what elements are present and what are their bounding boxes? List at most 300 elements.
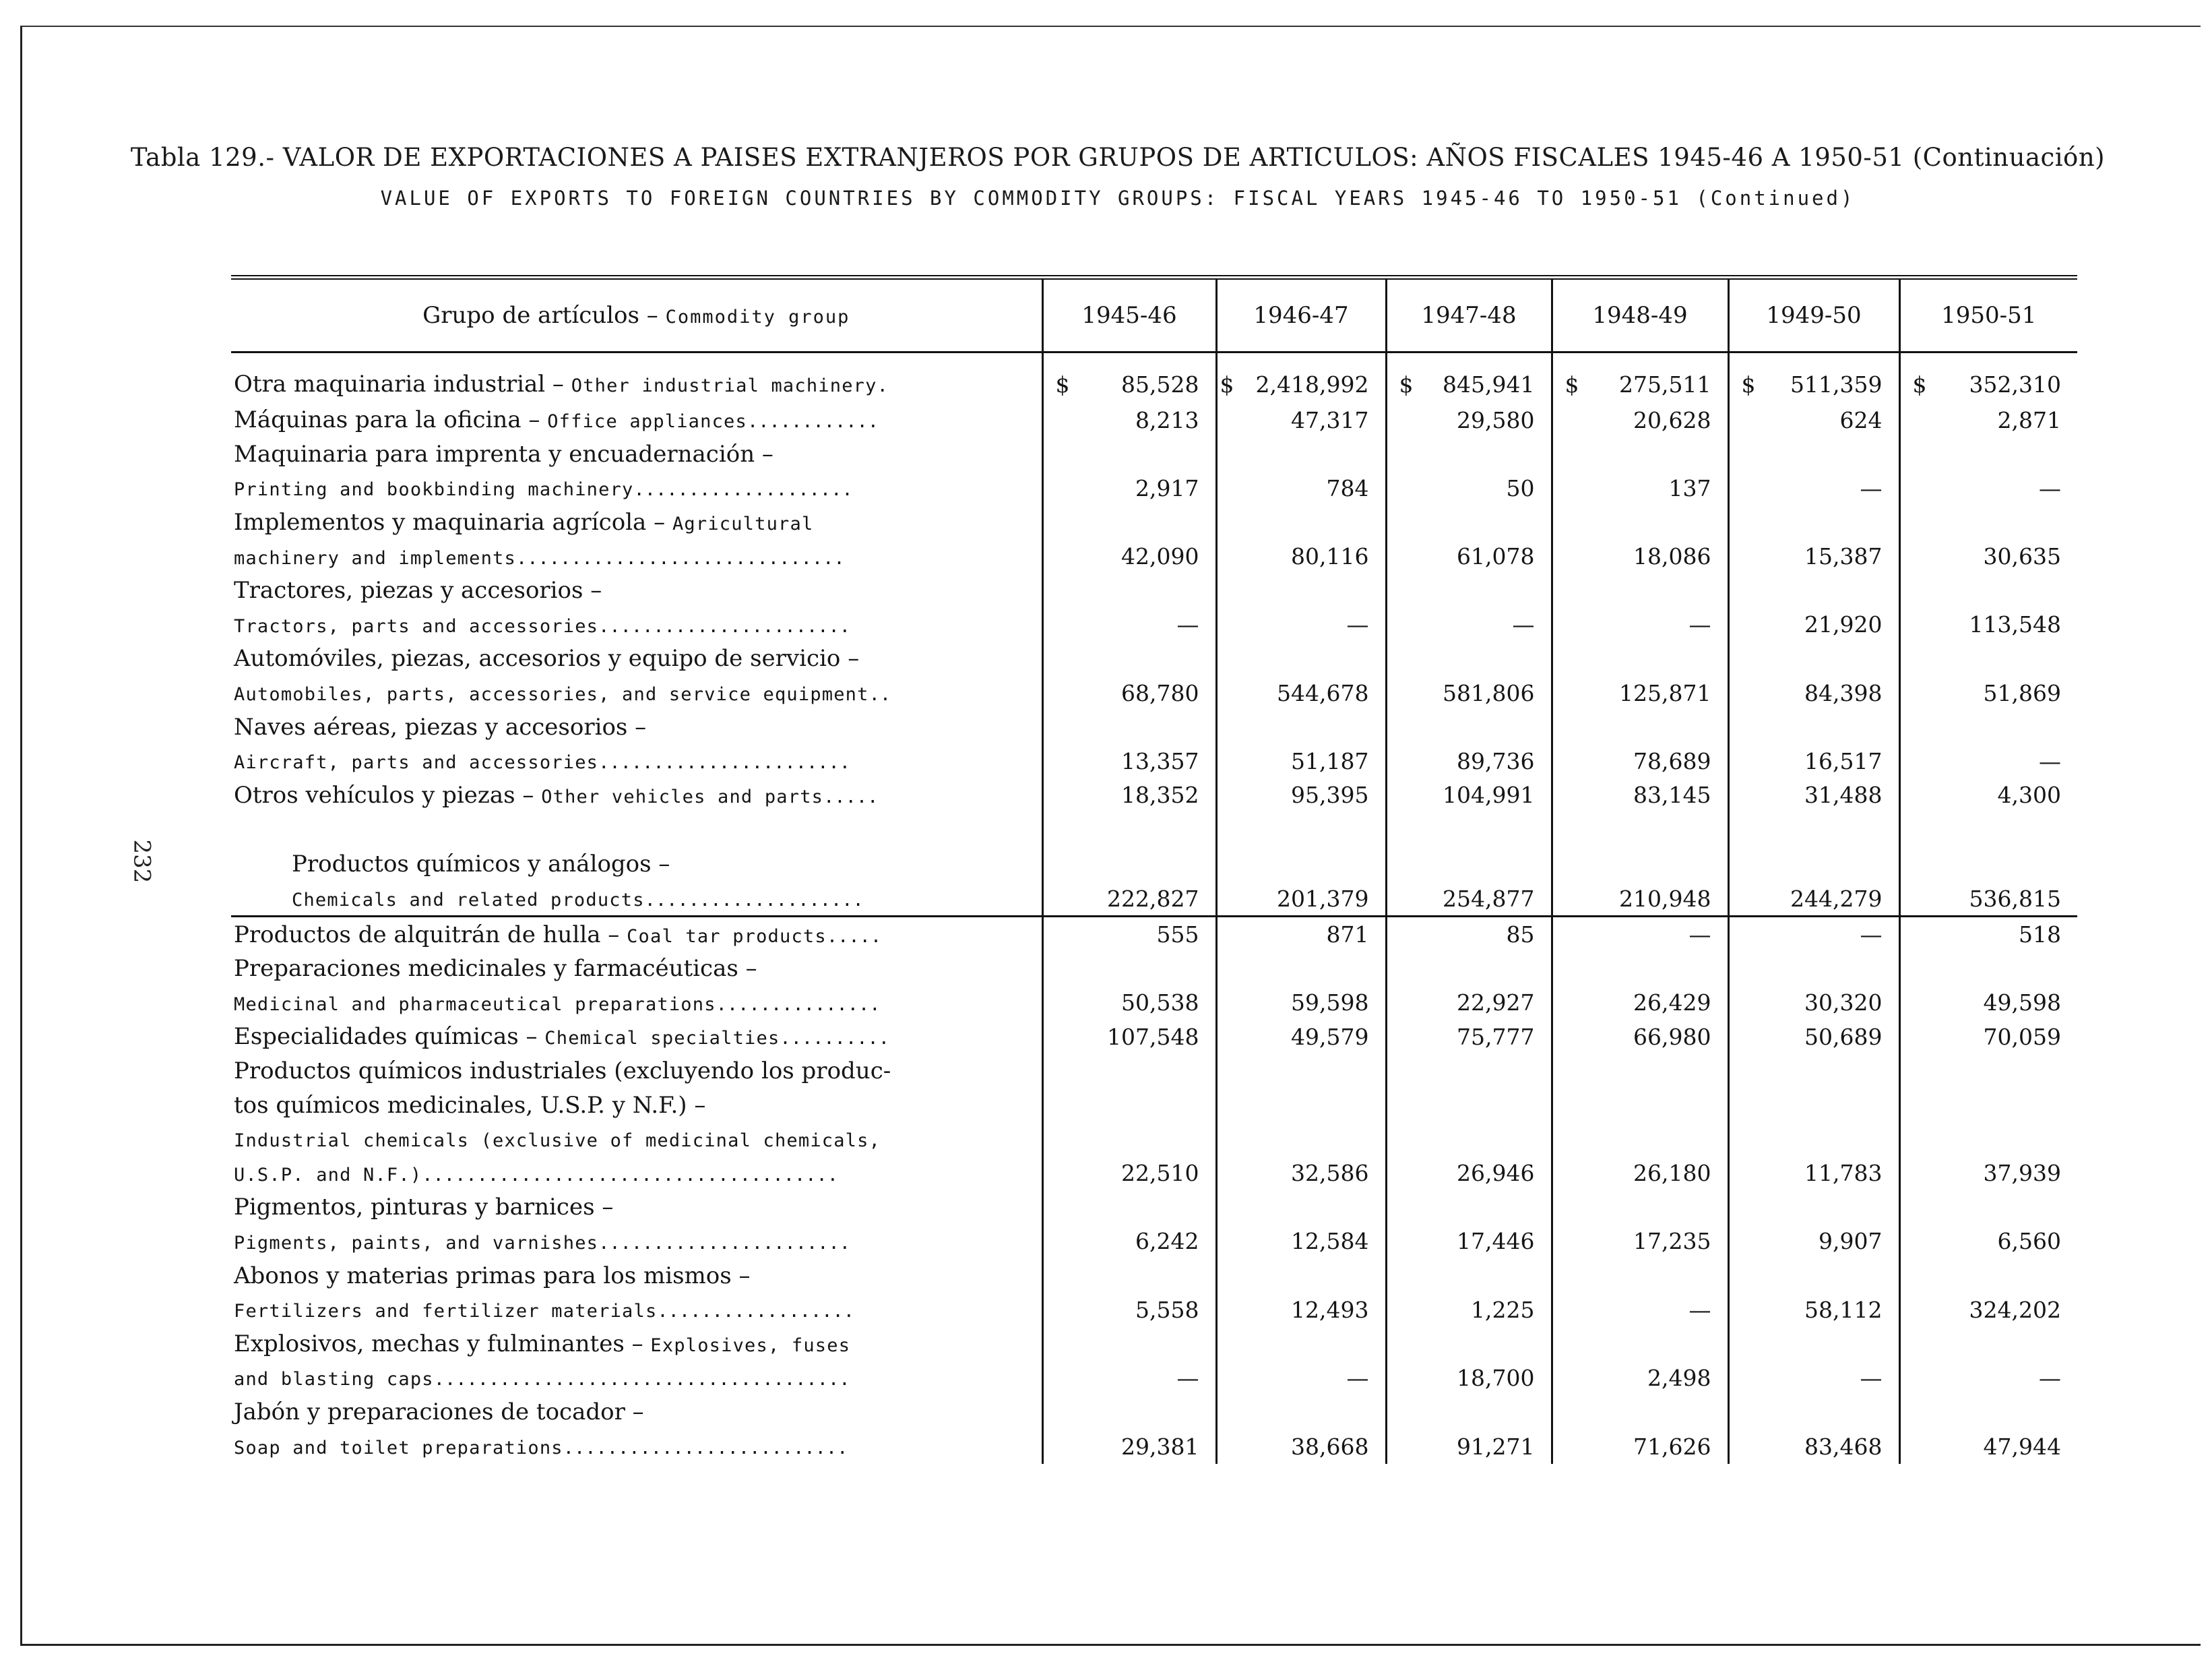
column-header-year: 1945-46	[1042, 278, 1216, 352]
value-number: 201,379	[1277, 885, 1369, 912]
commodity-label	[231, 1395, 1042, 1430]
page-number: 232	[128, 839, 156, 884]
commodity-label	[231, 744, 1042, 778]
label-es: Maquinaria para imprenta y encuadernación –	[234, 440, 773, 468]
value-cell	[1042, 1122, 1216, 1157]
commodity-label	[231, 1429, 1042, 1464]
value-cell	[1552, 744, 1728, 778]
value-cell	[1899, 676, 2077, 710]
value-cell	[1899, 437, 2077, 472]
value-cell	[1386, 1225, 1552, 1259]
value-cell	[1899, 608, 2077, 642]
value-number: —	[1688, 921, 1711, 948]
table-row	[231, 1020, 2077, 1054]
value-cell	[1042, 1429, 1216, 1464]
value-number: 511,359	[1790, 371, 1883, 398]
value-cell	[1899, 642, 2077, 676]
commodity-label	[231, 986, 1042, 1020]
value-cell	[1042, 437, 1216, 472]
label-leader: ..............................	[515, 547, 845, 569]
commodity-label	[231, 812, 1042, 847]
value-cell	[1899, 1156, 2077, 1190]
value-cell	[1216, 986, 1386, 1020]
value-cell	[1899, 986, 2077, 1020]
value-cell	[1552, 352, 1728, 404]
value-cell	[1552, 403, 1728, 437]
value-cell	[1042, 1293, 1216, 1327]
value-cell	[1899, 1088, 2077, 1122]
label-leader: ...............	[716, 993, 881, 1015]
label-es: Preparaciones medicinales y farmacéuticas –	[234, 955, 757, 983]
table-row	[231, 505, 2077, 540]
value-cell	[1216, 642, 1386, 676]
value-cell	[1899, 505, 2077, 540]
value-cell	[1386, 1054, 1552, 1088]
label-es: Otros vehículos y piezas –	[234, 781, 542, 809]
label-en: Coal tar products	[627, 925, 827, 947]
value-cell	[1216, 1395, 1386, 1430]
commodity-label	[231, 608, 1042, 642]
commodity-label	[231, 1122, 1042, 1157]
value-number: 70,059	[1983, 1023, 2061, 1050]
value-cell	[1728, 1258, 1899, 1293]
value-cell	[1728, 1293, 1899, 1327]
value-cell	[1386, 1156, 1552, 1190]
value-number: 83,468	[1804, 1433, 1883, 1460]
currency-symbol: $	[1220, 371, 1234, 398]
value-cell	[1216, 574, 1386, 608]
value-number: 75,777	[1457, 1023, 1535, 1050]
value-number: 26,180	[1633, 1160, 1711, 1187]
table-row	[231, 1429, 2077, 1464]
value-cell	[1552, 437, 1728, 472]
value-cell	[1552, 642, 1728, 676]
column-header-year: 1947-48	[1386, 278, 1552, 352]
commodity-label	[231, 574, 1042, 608]
value-cell	[1899, 1122, 2077, 1157]
value-cell	[1386, 1395, 1552, 1430]
label-es: Máquinas para la oficina –	[234, 406, 548, 434]
commodity-label	[231, 676, 1042, 710]
value-cell	[1216, 403, 1386, 437]
value-cell	[1899, 917, 2077, 952]
value-number: —	[1860, 1364, 1883, 1391]
value-cell	[1728, 952, 1899, 986]
value-cell	[1728, 1156, 1899, 1190]
table-row	[231, 1088, 2077, 1122]
value-cell	[1042, 1225, 1216, 1259]
commodity-label	[231, 1054, 1042, 1088]
table-row	[231, 437, 2077, 472]
value-number: 518	[2019, 921, 2061, 948]
value-cell	[1552, 710, 1728, 744]
label-leader: ..........................	[563, 1438, 848, 1459]
value-cell	[1899, 744, 2077, 778]
value-number: 89,736	[1457, 747, 1535, 774]
value-number: 51,187	[1291, 747, 1369, 774]
value-number: 137	[1668, 474, 1711, 501]
value-cell	[1216, 352, 1386, 404]
label-en: Chemicals and related products	[292, 890, 645, 911]
value-cell	[1042, 952, 1216, 986]
label-en: Automobiles, parts, accessories, and service equipment	[234, 684, 869, 706]
value-number: 61,078	[1457, 543, 1535, 570]
value-cell	[1728, 710, 1899, 744]
value-cell	[1728, 471, 1899, 505]
value-cell	[1216, 1326, 1386, 1361]
value-number: 324,202	[1969, 1296, 2061, 1323]
value-cell	[1042, 1326, 1216, 1361]
value-number: 784	[1326, 474, 1369, 501]
value-cell	[1042, 676, 1216, 710]
label-leader: ..	[868, 684, 891, 706]
value-cell	[1042, 1395, 1216, 1430]
value-number: 58,112	[1804, 1296, 1883, 1323]
label-es: Pigmentos, pinturas y barnices –	[234, 1194, 614, 1221]
value-cell	[1899, 1258, 2077, 1293]
value-cell	[1552, 574, 1728, 608]
value-cell	[1552, 1054, 1728, 1088]
label-en: Printing and bookbinding machinery	[234, 479, 634, 501]
value-cell	[1042, 471, 1216, 505]
table-row	[231, 403, 2077, 437]
commodity-label	[231, 778, 1042, 813]
label-es: tos químicos medicinales, U.S.P. y N.F.) –	[234, 1091, 706, 1119]
value-cell	[1728, 1361, 1899, 1395]
value-number: 37,939	[1983, 1160, 2061, 1187]
value-cell	[1728, 505, 1899, 540]
value-cell	[1216, 710, 1386, 744]
value-cell	[1216, 812, 1386, 847]
value-number: 22,927	[1457, 989, 1535, 1016]
column-header-commodity	[231, 278, 1042, 352]
value-cell	[1042, 505, 1216, 540]
commodity-label	[231, 1326, 1042, 1361]
value-cell	[1728, 812, 1899, 847]
value-cell	[1552, 812, 1728, 847]
value-cell	[1552, 847, 1728, 882]
label-es: Explosivos, mechas y fulminantes –	[234, 1330, 651, 1357]
value-cell	[1386, 1429, 1552, 1464]
table-row	[231, 352, 2077, 404]
value-cell	[1899, 539, 2077, 574]
value-cell	[1216, 847, 1386, 882]
value-number: —	[1860, 474, 1883, 501]
label-en: Office appliances	[547, 411, 747, 433]
value-number: 95,395	[1291, 782, 1369, 809]
value-cell	[1216, 917, 1386, 952]
label-es: Implementos y maquinaria agrícola –	[234, 509, 672, 536]
commodity-label	[231, 642, 1042, 676]
value-cell	[1728, 847, 1899, 882]
label-en: Aircraft, parts and accessories	[234, 752, 599, 774]
column-header-year: 1949-50	[1728, 278, 1899, 352]
value-number: 83,145	[1633, 782, 1711, 809]
value-cell	[1042, 1190, 1216, 1225]
label-es: Automóviles, piezas, accesorios y equipo de servicio –	[234, 645, 860, 673]
value-cell	[1386, 1361, 1552, 1395]
value-cell	[1386, 642, 1552, 676]
value-cell	[1552, 1429, 1728, 1464]
value-cell	[1216, 676, 1386, 710]
value-cell	[1552, 1326, 1728, 1361]
value-number: 84,398	[1804, 679, 1883, 706]
label-leader: .......................	[598, 615, 850, 637]
value-number: 51,869	[1983, 679, 2061, 706]
value-cell	[1386, 1020, 1552, 1054]
label-es: Naves aéreas, piezas y accesorios –	[234, 713, 647, 741]
table-row	[231, 1361, 2077, 1395]
value-cell	[1552, 952, 1728, 986]
value-number: 104,991	[1443, 782, 1535, 809]
label-en: Other industrial machinery.	[571, 375, 889, 396]
value-cell	[1552, 471, 1728, 505]
label-es: Productos químicos y análogos –	[292, 851, 670, 878]
value-cell	[1899, 1361, 2077, 1395]
label-en: Soap and toilet preparations	[234, 1438, 563, 1459]
table-row	[231, 1225, 2077, 1259]
value-number: 11,783	[1804, 1160, 1883, 1187]
value-cell	[1728, 539, 1899, 574]
value-number: 352,310	[1969, 371, 2061, 398]
value-cell	[1899, 812, 2077, 847]
table-row	[231, 1326, 2077, 1361]
value-number: 68,780	[1121, 679, 1199, 706]
table-row	[231, 1293, 2077, 1327]
value-cell	[1042, 642, 1216, 676]
value-cell	[1728, 1190, 1899, 1225]
value-number: 845,941	[1443, 371, 1535, 398]
value-cell	[1899, 352, 2077, 404]
label-es: Abonos y materias primas para los mismos –	[234, 1262, 751, 1289]
commodity-label	[231, 352, 1042, 404]
table-row	[231, 608, 2077, 642]
commodity-label	[231, 952, 1042, 986]
value-cell	[1042, 882, 1216, 917]
label-leader: ............	[747, 411, 879, 433]
value-cell	[1728, 1326, 1899, 1361]
value-cell	[1386, 1122, 1552, 1157]
value-cell	[1552, 1395, 1728, 1430]
label-en: U.S.P. and N.F.)	[234, 1164, 422, 1186]
value-cell	[1042, 778, 1216, 813]
commodity-label	[231, 505, 1042, 540]
value-cell	[1899, 1190, 2077, 1225]
value-number: 254,877	[1443, 885, 1535, 912]
label-en: machinery and implements	[234, 547, 516, 569]
label-en: and blasting caps	[234, 1369, 434, 1390]
value-cell	[1042, 608, 1216, 642]
value-cell	[1042, 1361, 1216, 1395]
value-cell	[1728, 1088, 1899, 1122]
value-number: —	[1346, 1364, 1369, 1391]
table-row	[231, 1122, 2077, 1157]
value-number: —	[1688, 611, 1711, 638]
label-en: Other vehicles and parts	[541, 786, 824, 807]
value-number: 18,086	[1633, 543, 1711, 570]
value-cell	[1728, 986, 1899, 1020]
value-cell	[1552, 986, 1728, 1020]
value-cell	[1386, 676, 1552, 710]
value-cell	[1552, 1225, 1728, 1259]
commodity-label	[231, 1225, 1042, 1259]
value-number: 85	[1506, 921, 1535, 948]
value-cell	[1042, 1088, 1216, 1122]
value-cell	[1552, 539, 1728, 574]
title-english: VALUE OF EXPORTS TO FOREIGN COUNTRIES BY COMMODITY GROUPS: FISCAL YEARS 1945-46 TO 1950-51 (Continued)	[380, 187, 1856, 210]
commodity-label	[231, 471, 1042, 505]
label-en: Fertilizers and fertilizer materials	[234, 1301, 658, 1322]
value-number: 18,700	[1457, 1364, 1535, 1391]
table-row	[231, 676, 2077, 710]
value-cell	[1386, 1088, 1552, 1122]
value-number: 18,352	[1121, 782, 1199, 809]
value-cell	[1728, 352, 1899, 404]
header-label-en: Commodity group	[665, 307, 850, 328]
value-cell	[1216, 1122, 1386, 1157]
value-cell	[1728, 1020, 1899, 1054]
value-cell	[1899, 1020, 2077, 1054]
label-en: Medicinal and pharmaceutical preparations	[234, 993, 716, 1015]
value-cell	[1728, 437, 1899, 472]
value-cell	[1386, 847, 1552, 882]
value-cell	[1728, 778, 1899, 813]
label-leader: ......................................	[422, 1164, 839, 1186]
value-number: 222,827	[1107, 885, 1199, 912]
value-number: 50,689	[1804, 1023, 1883, 1050]
value-cell	[1216, 1361, 1386, 1395]
commodity-label	[231, 1190, 1042, 1225]
value-number: 6,560	[1997, 1228, 2061, 1255]
value-cell	[1552, 1293, 1728, 1327]
label-es: Jabón y preparaciones de tocador –	[234, 1398, 644, 1425]
value-cell	[1042, 1054, 1216, 1088]
value-cell	[1042, 917, 1216, 952]
table-row	[231, 1258, 2077, 1293]
value-cell	[1552, 1258, 1728, 1293]
value-number: 544,678	[1277, 679, 1369, 706]
exports-table	[231, 275, 2077, 1464]
label-en: Explosives, fuses	[650, 1334, 851, 1356]
label-es: Productos de alquitrán de hulla –	[234, 921, 627, 948]
value-number: 50	[1506, 474, 1535, 501]
column-header-year: 1950-51	[1899, 278, 2077, 352]
value-cell	[1386, 1258, 1552, 1293]
commodity-label	[231, 710, 1042, 744]
value-cell	[1216, 1225, 1386, 1259]
value-cell	[1386, 1190, 1552, 1225]
value-number: —	[2039, 747, 2061, 774]
value-number: 12,493	[1291, 1296, 1369, 1323]
value-cell	[1728, 574, 1899, 608]
label-leader: ....................	[633, 479, 853, 501]
value-cell	[1386, 952, 1552, 986]
table-row	[231, 710, 2077, 744]
commodity-label	[231, 1293, 1042, 1327]
value-cell	[1386, 471, 1552, 505]
value-number: 4,300	[1997, 782, 2061, 809]
value-cell	[1728, 1429, 1899, 1464]
value-number: 15,387	[1804, 543, 1883, 570]
value-number: 31,488	[1804, 782, 1883, 809]
value-cell	[1042, 847, 1216, 882]
value-cell	[1386, 917, 1552, 952]
value-number: 9,907	[1819, 1228, 1883, 1255]
title-spanish: Tabla 129.- VALOR DE EXPORTACIONES A PAISES EXTRANJEROS POR GRUPOS DE ARTICULOS: AÑOS FISCALES 1945-46 A 1950-51 (Continuación)	[130, 143, 2106, 172]
value-number: 49,579	[1291, 1023, 1369, 1050]
value-number: 47,317	[1291, 406, 1369, 433]
table-body	[231, 352, 2077, 1465]
value-number: —	[1512, 611, 1535, 638]
value-cell	[1552, 1361, 1728, 1395]
value-number: —	[1346, 611, 1369, 638]
commodity-label	[231, 847, 1042, 882]
currency-symbol: $	[1912, 371, 1927, 398]
value-cell	[1042, 710, 1216, 744]
value-cell	[1042, 812, 1216, 847]
value-cell	[1728, 917, 1899, 952]
value-cell	[1899, 952, 2077, 986]
value-cell	[1728, 676, 1899, 710]
value-cell	[1728, 1122, 1899, 1157]
value-number: 275,511	[1619, 371, 1711, 398]
commodity-label	[231, 437, 1042, 472]
value-number: 91,271	[1457, 1433, 1535, 1460]
value-cell	[1216, 778, 1386, 813]
column-header-year: 1946-47	[1216, 278, 1386, 352]
value-cell	[1899, 778, 2077, 813]
label-en: Pigments, paints, and varnishes	[234, 1232, 599, 1254]
table-row	[231, 952, 2077, 986]
value-number: 2,917	[1135, 474, 1199, 501]
header-label-separator: –	[639, 302, 666, 329]
value-cell	[1386, 574, 1552, 608]
value-cell	[1728, 1054, 1899, 1088]
value-cell	[1386, 986, 1552, 1020]
value-cell	[1552, 882, 1728, 917]
table-row	[231, 539, 2077, 574]
value-cell	[1216, 608, 1386, 642]
value-cell	[1899, 1326, 2077, 1361]
value-cell	[1899, 847, 2077, 882]
label-leader: .....	[823, 786, 879, 807]
label-es: Especialidades químicas –	[234, 1023, 545, 1051]
label-leader: .......................	[598, 752, 850, 774]
value-number: 42,090	[1121, 543, 1199, 570]
label-es: Tractores, piezas y accesorios –	[234, 577, 602, 605]
value-cell	[1552, 1122, 1728, 1157]
label-es: Otra maquinaria industrial –	[234, 371, 571, 398]
label-en: Chemical specialties	[544, 1028, 780, 1049]
value-cell	[1899, 882, 2077, 917]
value-cell	[1216, 1156, 1386, 1190]
value-cell	[1216, 505, 1386, 540]
value-number: 49,598	[1983, 989, 2061, 1016]
value-number: 2,498	[1647, 1364, 1711, 1391]
value-cell	[1552, 1190, 1728, 1225]
value-cell	[1899, 403, 2077, 437]
value-cell	[1386, 1326, 1552, 1361]
value-cell	[1552, 917, 1728, 952]
column-header-year: 1948-49	[1552, 278, 1728, 352]
value-number: 13,357	[1121, 747, 1199, 774]
table-row	[231, 744, 2077, 778]
value-number: 210,948	[1619, 885, 1711, 912]
label-en: Tractors, parts and accessories	[234, 615, 599, 637]
table-row	[231, 812, 2077, 847]
value-cell	[1552, 505, 1728, 540]
value-cell	[1899, 574, 2077, 608]
